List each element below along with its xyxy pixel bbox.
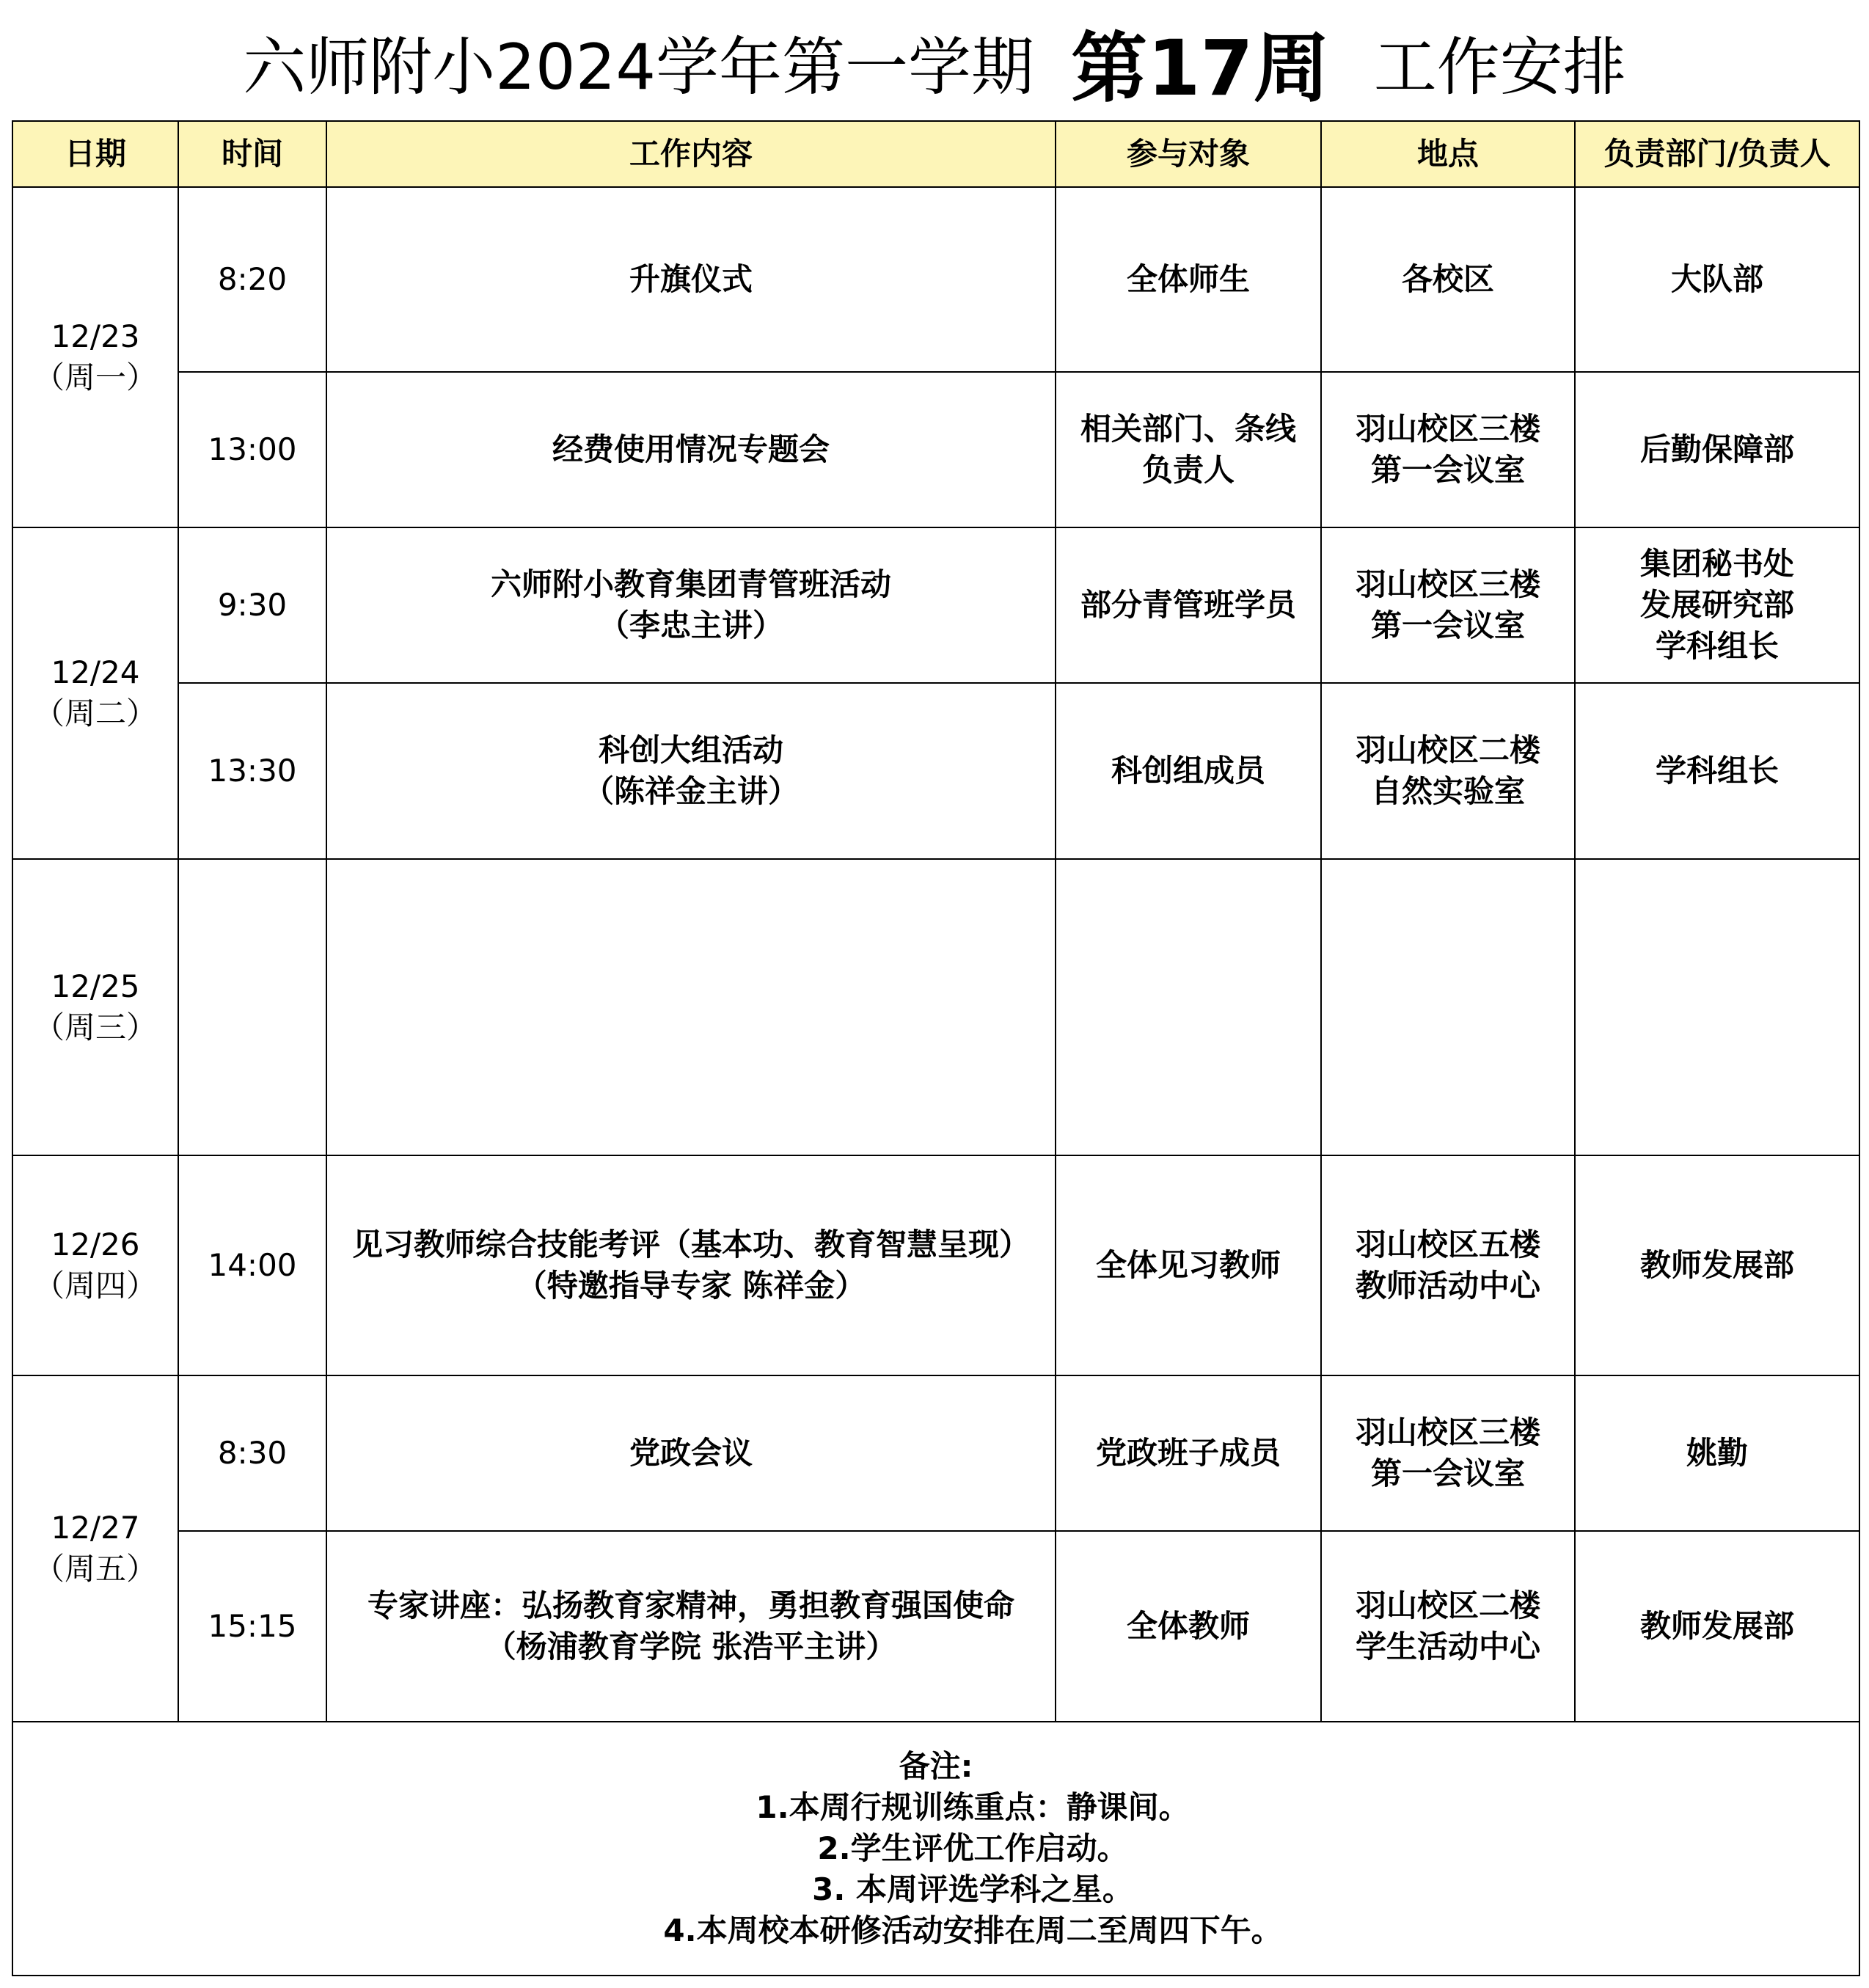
responsible-cell: 集团秘书处 发展研究部 学科组长: [1575, 527, 1859, 683]
participants-cell: 部分青管班学员: [1056, 527, 1321, 683]
notes-row: [12, 1722, 1859, 1976]
participants-cell: 全体师生: [1056, 187, 1321, 372]
participants-cell: 相关部门、条线 负责人: [1056, 372, 1321, 527]
location-cell: 羽山校区二楼 自然实验室: [1321, 683, 1575, 859]
table-row: [12, 372, 1859, 527]
responsible-cell: 姚勤: [1575, 1375, 1859, 1531]
title-prefix: 六师附小2024学年第一学期: [243, 31, 1035, 104]
table-row: [12, 187, 1859, 372]
location-cell: 羽山校区三楼 第一会议室: [1321, 527, 1575, 683]
title-week: 第17周: [1071, 23, 1330, 113]
responsible-cell: [1575, 859, 1859, 1155]
date-cell: 12/24 （周二）: [12, 527, 178, 859]
header-location: 地点: [1321, 121, 1575, 187]
table-row: [12, 1155, 1859, 1375]
header-participants: 参与对象: [1056, 121, 1321, 187]
location-cell: 羽山校区五楼 教师活动中心: [1321, 1155, 1575, 1375]
time-cell: 14:00: [178, 1155, 326, 1375]
location-cell: 羽山校区二楼 学生活动中心: [1321, 1531, 1575, 1722]
location-cell: 羽山校区三楼 第一会议室: [1321, 1375, 1575, 1531]
participants-cell: 党政班子成员: [1056, 1375, 1321, 1531]
content-cell: 专家讲座：弘扬教育家精神，勇担教育强国使命 （杨浦教育学院 张浩平主讲）: [326, 1531, 1056, 1722]
time-cell: 13:00: [178, 372, 326, 527]
participants-cell: 全体见习教师: [1056, 1155, 1321, 1375]
content-cell: 党政会议: [326, 1375, 1056, 1531]
note-item: 1.本周行规训练重点：静课间。: [756, 1789, 1190, 1825]
date-cell: 12/25 （周三）: [12, 859, 178, 1155]
time-cell: 8:20: [178, 187, 326, 372]
date-cell: 12/23 （周一）: [12, 187, 178, 527]
header-responsible: 负责部门/负责人: [1575, 121, 1859, 187]
note-item: 3. 本周评选学科之星。: [812, 1871, 1133, 1907]
date-cell: 12/27 （周五）: [12, 1375, 178, 1722]
location-cell: 各校区: [1321, 187, 1575, 372]
content-cell: 见习教师综合技能考评（基本功、教育智慧呈现） （特邀指导专家 陈祥金）: [326, 1155, 1056, 1375]
responsible-cell: 学科组长: [1575, 683, 1859, 859]
table-row: [12, 1531, 1859, 1722]
table-row: [12, 683, 1859, 859]
header-date: 日期: [12, 121, 178, 187]
page-title: [0, 10, 1869, 113]
responsible-cell: 大队部: [1575, 187, 1859, 372]
table-row: [12, 859, 1859, 1155]
content-cell: [326, 859, 1056, 1155]
content-cell: 经费使用情况专题会: [326, 372, 1056, 527]
schedule-table: [12, 120, 1860, 1976]
time-cell: 15:15: [178, 1531, 326, 1722]
time-cell: [178, 859, 326, 1155]
time-cell: 8:30: [178, 1375, 326, 1531]
table-row: [12, 527, 1859, 683]
time-cell: 13:30: [178, 683, 326, 859]
content-cell: 科创大组活动 （陈祥金主讲）: [326, 683, 1056, 859]
content-cell: 六师附小教育集团青管班活动 （李忠主讲）: [326, 527, 1056, 683]
participants-cell: 全体教师: [1056, 1531, 1321, 1722]
responsible-cell: 后勤保障部: [1575, 372, 1859, 527]
participants-cell: [1056, 859, 1321, 1155]
notes-title: 备注:: [899, 1748, 973, 1784]
header-time: 时间: [178, 121, 326, 187]
note-item: 4.本周校本研修活动安排在周二至周四下午。: [663, 1912, 1282, 1948]
time-cell: 9:30: [178, 527, 326, 683]
note-item: 2.学生评优工作启动。: [817, 1830, 1128, 1866]
date-cell: 12/26 （周四）: [12, 1155, 178, 1375]
title-suffix: 工作安排: [1373, 31, 1626, 104]
table-row: [12, 1375, 1859, 1531]
location-cell: 羽山校区三楼 第一会议室: [1321, 372, 1575, 527]
location-cell: [1321, 859, 1575, 1155]
header-row: [12, 121, 1859, 187]
header-content: 工作内容: [326, 121, 1056, 187]
responsible-cell: 教师发展部: [1575, 1531, 1859, 1722]
participants-cell: 科创组成员: [1056, 683, 1321, 859]
content-cell: 升旗仪式: [326, 187, 1056, 372]
responsible-cell: 教师发展部: [1575, 1155, 1859, 1375]
notes-cell: [12, 1722, 1859, 1976]
